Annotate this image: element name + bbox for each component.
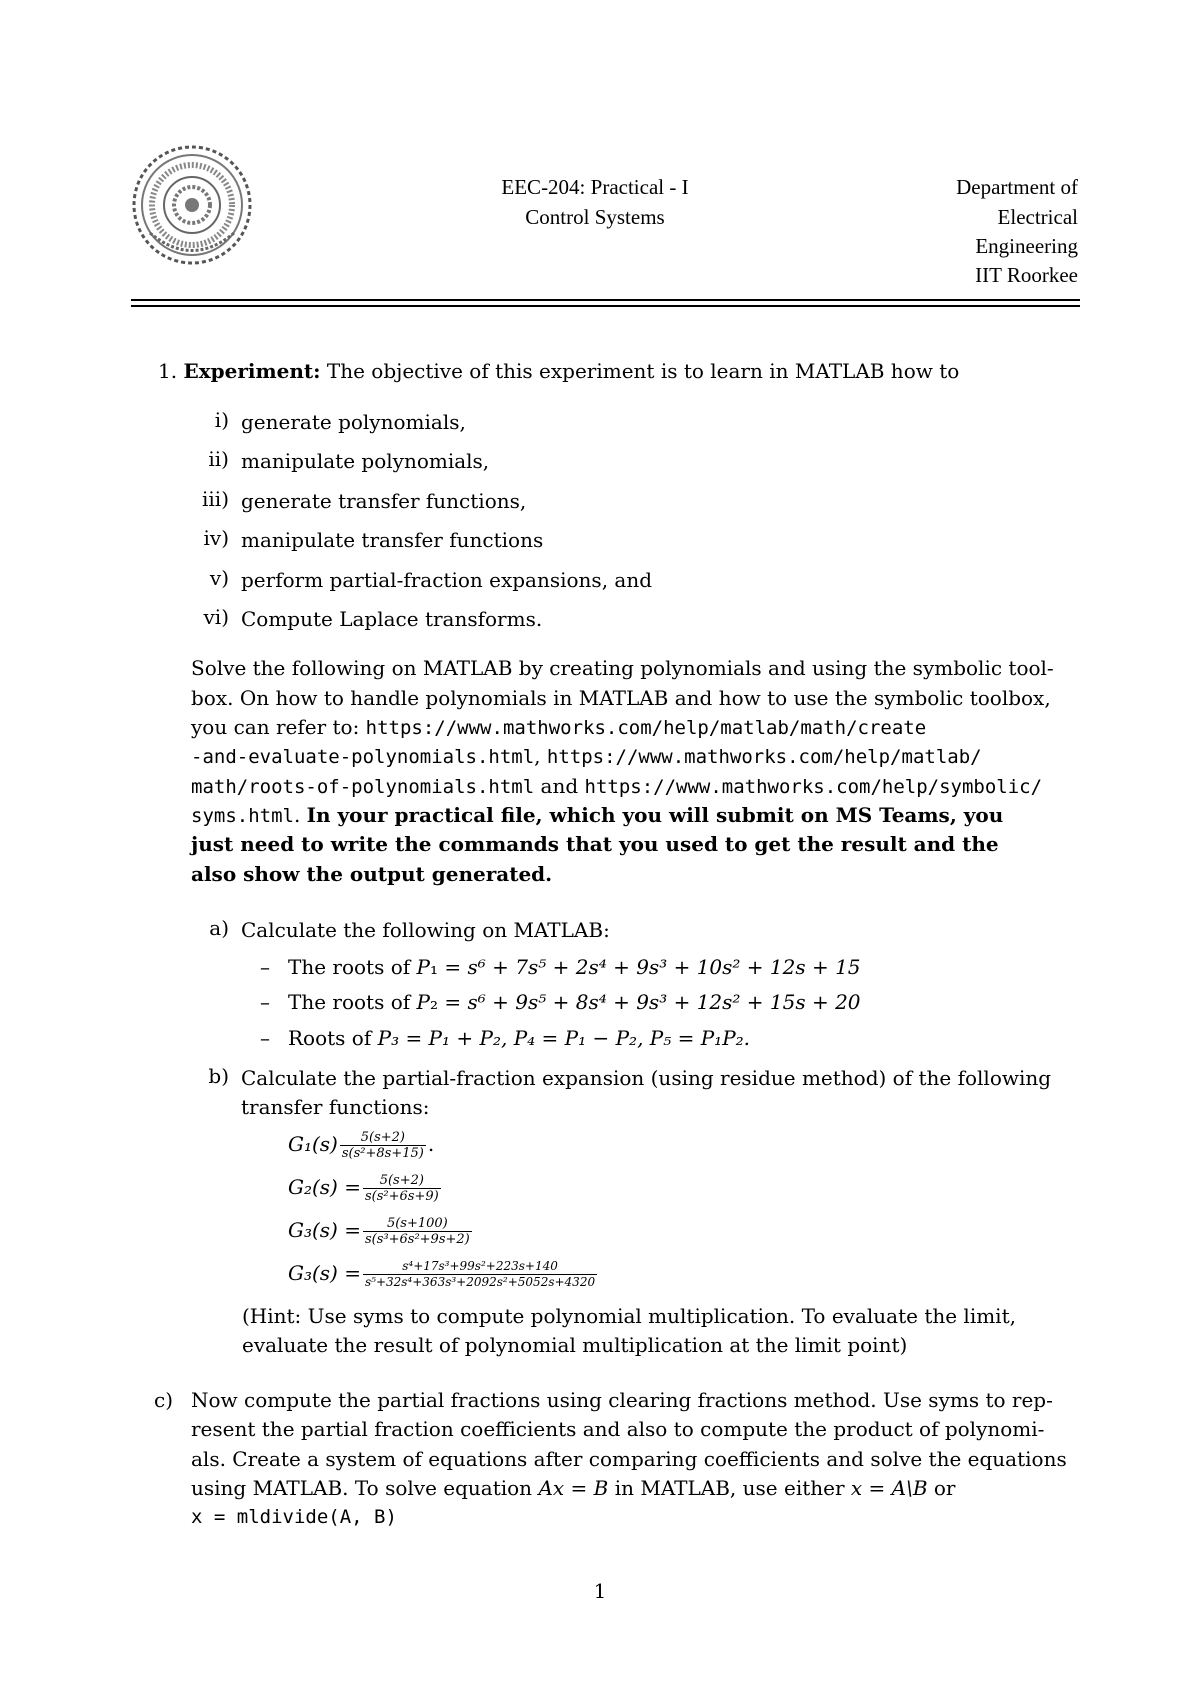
part-b-text-1: Calculate the partial-fraction expansion (using residue method) of the following bbox=[241, 1066, 1052, 1090]
intro-line-5: math/roots-of-polynomials.html and https://www.mathworks.com/help/symbolic/ bbox=[191, 774, 1043, 798]
department-line-3: Engineering bbox=[975, 234, 1078, 258]
equation-ax-b: Ax = B bbox=[538, 1476, 609, 1500]
department-line-2: Electrical bbox=[997, 205, 1078, 229]
part-a-label: a) bbox=[209, 916, 229, 940]
dash: – bbox=[260, 990, 270, 1014]
dash: – bbox=[260, 955, 270, 979]
part-c-label: c) bbox=[154, 1388, 174, 1412]
department-line-4: IIT Roorkee bbox=[975, 263, 1078, 287]
roots-p2: The roots of P₂ = s⁶ + 9s⁵ + 8s⁴ + 9s³ + 12s² + 15s + 20 bbox=[288, 990, 861, 1014]
g4-transfer-function: G₃(s) = $\frac{\text{s⁴+17s³+99s²+223s+140}}{\text{s⁵+32s⁴+363s³+2092s²+5052s+4320}}$ bbox=[288, 1259, 596, 1289]
objective-num: iii) bbox=[202, 487, 229, 511]
g2-transfer-function: G₂(s) = $\frac{5(s+2)}{\text{s(s²+6s+9)}}$ bbox=[288, 1173, 439, 1204]
objective-num: v) bbox=[209, 566, 229, 590]
intro-line-1: Solve the following on MATLAB by creating polynomials and using the symbolic tool- bbox=[191, 656, 1054, 680]
part-a-text: Calculate the following on MATLAB: bbox=[241, 918, 610, 942]
experiment-objective: The objective of this experiment is to learn in MATLAB how to bbox=[326, 359, 960, 383]
hint-line-2: evaluate the result of polynomial multiplication at the limit point) bbox=[242, 1333, 908, 1357]
link-create-evaluate-polynomials-cont[interactable]: -and-evaluate-polynomials.html bbox=[191, 746, 535, 768]
part-c-line-3: als. Create a system of equations after comparing coefficients and solve the equations bbox=[191, 1447, 1067, 1471]
roots-p3-p4-p5: Roots of P₃ = P₁ + P₂, P₄ = P₁ − P₂, P₅ = P₁P₂. bbox=[288, 1026, 751, 1050]
g1-transfer-function: G₁(s) $\frac{5(s+2)}{\text{s(s²+8s+15)}}$ . bbox=[288, 1130, 435, 1161]
intro-line-6: syms.html. In your practical file, which you will submit on MS Teams, you bbox=[191, 803, 1004, 827]
iit-roorkee-seal bbox=[130, 143, 254, 267]
header-rule-top bbox=[131, 299, 1080, 301]
objective-num: ii) bbox=[208, 447, 229, 471]
department-line-1: Department of bbox=[956, 175, 1078, 199]
part-b-label: b) bbox=[208, 1064, 229, 1088]
intro-line-8: also show the output generated. bbox=[191, 862, 553, 886]
mldivide-command: x = mldivide(A, B) bbox=[191, 1506, 397, 1528]
intro-line-7: just need to write the commands that you used to get the result and the bbox=[191, 832, 999, 856]
item-1-heading: 1. Experiment: The objective of this experiment is to learn in MATLAB how to bbox=[158, 359, 960, 383]
dash: – bbox=[260, 1026, 270, 1050]
experiment-label: Experiment: bbox=[183, 359, 321, 383]
link-create-evaluate-polynomials[interactable]: https://www.mathworks.com/help/matlab/math/create bbox=[365, 717, 927, 739]
roots-p1: The roots of P₁ = s⁶ + 7s⁵ + 2s⁴ + 9s³ + 10s² + 12s + 15 bbox=[288, 955, 861, 979]
g3-transfer-function: G₃(s) = $\frac{5(s+100)}{\text{s(s³+6s²+9s+2)}}$ bbox=[288, 1216, 470, 1247]
course-name: Control Systems bbox=[525, 205, 665, 229]
link-syms-cont[interactable]: syms.html bbox=[191, 805, 294, 827]
objective-item: generate transfer functions, bbox=[241, 489, 527, 513]
intro-line-3: you can refer to: https://www.mathworks.com/help/matlab/math/create bbox=[191, 715, 927, 739]
objective-item: Compute Laplace transforms. bbox=[241, 607, 543, 631]
header-rule-bottom bbox=[131, 305, 1080, 307]
equation-backslash: x = A\B bbox=[850, 1476, 928, 1500]
link-roots-of-polynomials[interactable]: https://www.mathworks.com/help/matlab/ bbox=[546, 746, 982, 768]
link-syms[interactable]: https://www.mathworks.com/help/symbolic/ bbox=[584, 776, 1043, 798]
course-code: EEC-204: Practical - I bbox=[501, 175, 689, 199]
hint-line-1: (Hint: Use syms to compute polynomial multiplication. To evaluate the limit, bbox=[242, 1304, 1016, 1328]
intro-line-4: -and-evaluate-polynomials.html, https://www.mathworks.com/help/matlab/ bbox=[191, 744, 982, 768]
part-c-line-2: resent the partial fraction coefficients and also to compute the product of polynomi- bbox=[191, 1417, 1045, 1441]
objective-item: manipulate polynomials, bbox=[241, 449, 490, 473]
part-c-line-4: using MATLAB. To solve equation Ax = B in MATLAB, use either x = A\B or bbox=[191, 1476, 956, 1500]
objective-num: vi) bbox=[203, 605, 229, 629]
link-roots-of-polynomials-cont[interactable]: math/roots-of-polynomials.html bbox=[191, 776, 535, 798]
submission-instruction: In your practical file, which you will submit on MS Teams, you bbox=[306, 803, 1004, 827]
part-c-line-1: Now compute the partial fractions using clearing fractions method. Use syms to rep- bbox=[191, 1388, 1053, 1412]
objective-num: iv) bbox=[203, 526, 229, 550]
objective-num: i) bbox=[214, 408, 229, 432]
intro-line-2: box. On how to handle polynomials in MATLAB and how to use the symbolic toolbox, bbox=[191, 686, 1051, 710]
objective-item: generate polynomials, bbox=[241, 410, 466, 434]
objective-item: perform partial-fraction expansions, and bbox=[241, 568, 653, 592]
page-number: 1 bbox=[593, 1579, 607, 1603]
objective-item: manipulate transfer functions bbox=[241, 528, 544, 552]
part-b-text-2: transfer functions: bbox=[241, 1095, 430, 1119]
